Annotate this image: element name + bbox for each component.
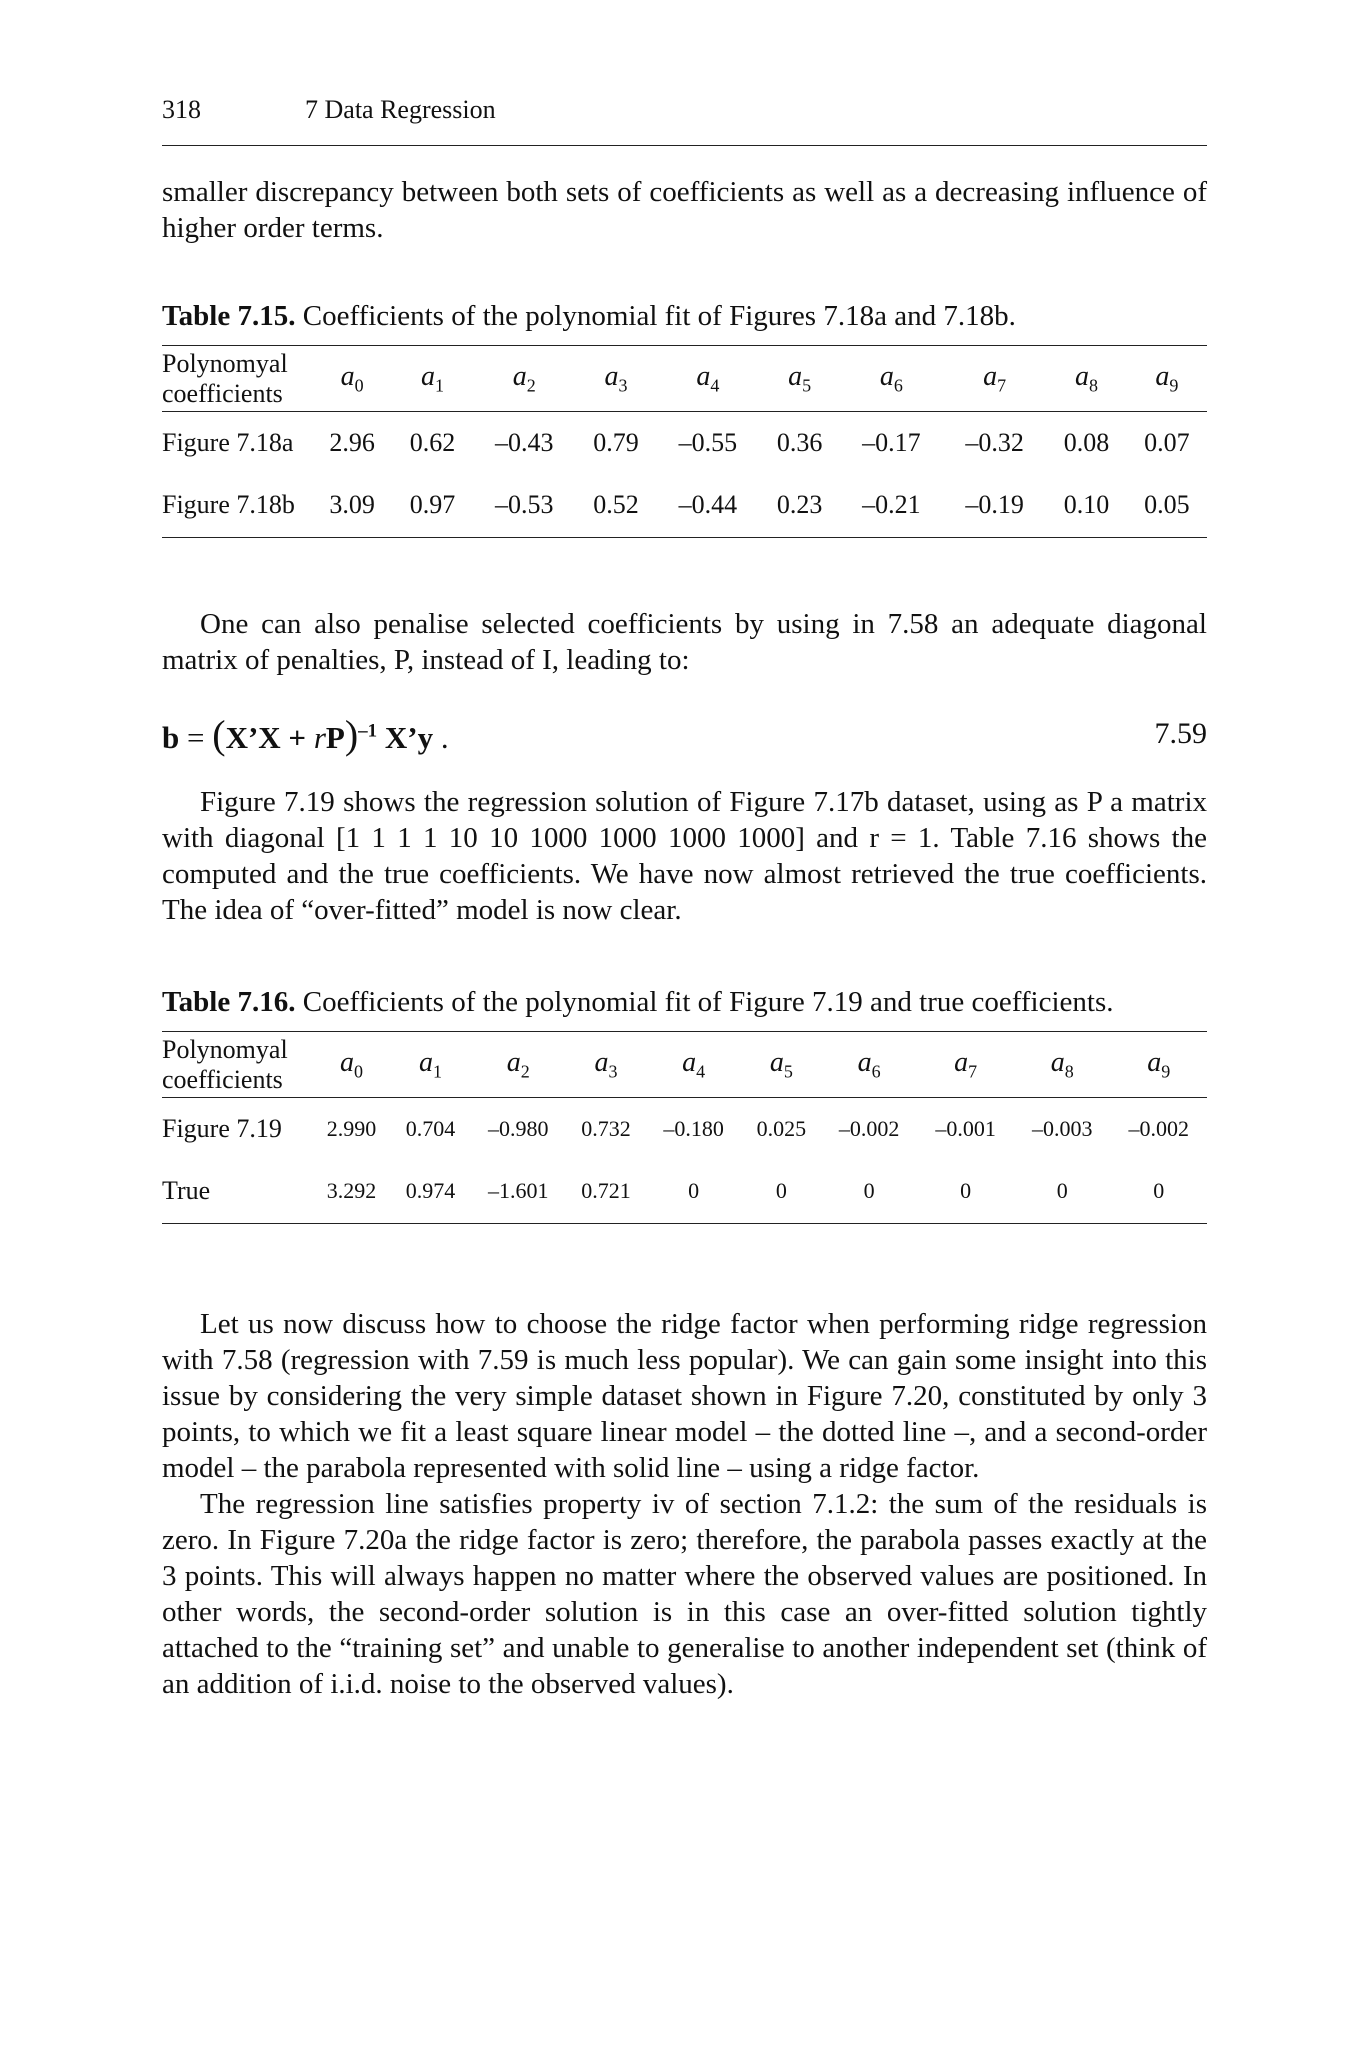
eq-equals: = (187, 719, 205, 755)
cell: 0 (1056, 1178, 1068, 1204)
eq-close-paren: ) (344, 711, 359, 757)
cell: –0.980 (487, 1115, 549, 1141)
cell: –0.53 (495, 490, 554, 520)
para-penalise: One can also penalise selected coefficients by using in 7.58 an adequate diagonal matrix of penalties, P, instead of I, leading to: (162, 608, 1207, 676)
cell: 0 (960, 1178, 972, 1204)
table2-coef-a3: $a_3$ (594, 1046, 618, 1082)
table2-coef-a0: $a_0$ (339, 1046, 363, 1082)
table2-caption (162, 986, 1207, 1019)
cell: 2.990 (326, 1115, 377, 1141)
equation-7-59 (162, 706, 1207, 762)
cell: –0.17 (862, 427, 921, 457)
table-row (162, 1098, 1207, 1160)
table2-coef-a5: $a_5$ (769, 1046, 793, 1082)
table2-coef-a9: $a_9$ (1147, 1046, 1171, 1082)
cell: 2.96 (329, 427, 375, 457)
cell: 0.025 (756, 1115, 807, 1141)
table-row (162, 412, 1207, 474)
table2-header-label-line2: coefficients (162, 1064, 283, 1094)
cell: 0.704 (405, 1115, 456, 1141)
equation-body (162, 711, 449, 758)
table1-header-row (162, 346, 1207, 412)
page (162, 95, 1207, 1702)
cell: –0.32 (965, 427, 1024, 457)
table2-header-label-line1: Polynomyal (162, 1034, 288, 1064)
cell: 0.97 (409, 490, 456, 520)
para-fig719: Figure 7.19 shows the regression solution of Figure 7.17b dataset, using as P a matrix with diagonal [1 1 1 1 10 10 1000 1000 1000 1000] and r = 1. Table 7.16 shows the computed and the true coefficients. We have now almost retrieved the true coefficients. The idea of “over-fitted” model is now clear. (162, 786, 1207, 926)
table2-caption-label: Table 7.16. (162, 986, 296, 1018)
table1-coef-a9: $a_9$ (1155, 360, 1179, 396)
table-7-15 (162, 345, 1207, 538)
cell: 0.79 (593, 427, 639, 457)
table1-header-label (162, 346, 312, 412)
table1-coef-a2: $a_2$ (512, 360, 536, 396)
equation-number: 7.59 (1154, 717, 1207, 750)
table2-coef-a2: $a_2$ (506, 1046, 530, 1082)
eq-rhs: X’y (384, 719, 434, 755)
para-ridge: Let us now discuss how to choose the ridge factor when performing ridge regression with 7.58 (regression with 7.59 is much less popular). We can gain some insight into this issue by considering the very simple dataset shown in Figure 7.20, constituted by only 3 points, to which we fit a least square linear model – the dotted line –, and a second-order model – the parabola represented with solid line – using a ridge factor. (162, 1308, 1207, 1484)
table1-coef-a6: $a_6$ (879, 360, 903, 396)
row-label: Figure 7.18b (162, 490, 295, 520)
cell: –0.003 (1031, 1115, 1093, 1141)
table1-caption-label: Table 7.15. (162, 300, 296, 332)
table2-coef-a1: $a_1$ (418, 1046, 442, 1082)
cell: 0.05 (1144, 490, 1190, 520)
cell: –0.44 (678, 490, 738, 520)
table-7-16 (162, 1031, 1207, 1224)
table2-caption-text: Coefficients of the polynomial fit of Figure 7.19 and true coefficients. (295, 986, 1114, 1018)
eq-inner: X’X + (225, 719, 314, 755)
running-header (162, 95, 1207, 133)
eq-r: r (313, 719, 326, 755)
cell: 0.52 (593, 490, 639, 520)
table1-coef-a4: $a_4$ (696, 360, 720, 396)
table1-caption-text: Coefficients of the polynomial fit of Figures 7.18a and 7.18b. (295, 300, 1016, 332)
row-label: Figure 7.19 (162, 1113, 282, 1143)
eq-period: . (433, 719, 449, 755)
table2-header-label (162, 1032, 312, 1098)
table2-header-row (162, 1032, 1207, 1098)
table1-header-label-line1: Polynomyal (162, 348, 288, 378)
cell: 0.36 (776, 427, 823, 457)
table1-header-label-line2: coefficients (162, 378, 283, 408)
para-regression-line: The regression line satisfies property iv of section 7.1.2: the sum of the residuals is zero. In Figure 7.20a the ridge factor is zero; therefore, the parabola passes exactly at the 3 points. This will always happen no matter where the observed values are positioned. In other words, the second-order solution is in this case an over-fitted solution tightly attached to the “training set” and unable to generalise to another independent set (think of an addition of i.i.d. noise to the observed values). (162, 1488, 1207, 1700)
cell: –0.43 (495, 427, 554, 457)
cell: 0 (775, 1178, 787, 1204)
table-row (162, 1160, 1207, 1224)
table2-coef-a7: $a_7$ (954, 1046, 978, 1082)
table1-coef-a1: $a_1$ (420, 360, 444, 396)
cell: –0.55 (678, 427, 738, 457)
cell: –0.002 (838, 1115, 900, 1141)
eq-exponent: –1 (358, 720, 378, 742)
page-number: 318 (162, 95, 201, 124)
cell: –0.21 (862, 490, 921, 520)
table1-coef-a7: $a_7$ (983, 360, 1007, 396)
header-rule (162, 145, 1207, 146)
cell: –0.001 (935, 1115, 996, 1141)
table2-coef-a8: $a_8$ (1050, 1046, 1074, 1082)
row-label: True (162, 1176, 211, 1206)
cell: –0.002 (1128, 1115, 1189, 1141)
cell: 0 (688, 1178, 700, 1204)
eq-lhs: b (162, 719, 180, 755)
table1-coef-a3: $a_3$ (604, 360, 628, 396)
row-label: Figure 7.18a (162, 427, 294, 457)
table1-caption (162, 300, 1207, 333)
cell: 0.08 (1063, 427, 1110, 457)
chapter-title: 7 Data Regression (305, 95, 496, 124)
table1-coef-a8: $a_8$ (1074, 360, 1098, 396)
para-intro: smaller discrepancy between both sets of coefficients as well as a decreasing influence of higher order terms. (162, 176, 1207, 244)
cell: 0.07 (1144, 427, 1190, 457)
cell: 0.974 (405, 1178, 456, 1204)
cell: 3.292 (326, 1178, 377, 1204)
cell: 0.732 (581, 1115, 631, 1141)
cell: –0.19 (965, 490, 1024, 520)
cell: 0 (863, 1178, 875, 1204)
table1-coef-a0: $a_0$ (340, 360, 364, 396)
eq-open-paren: ( (212, 711, 226, 757)
cell: 0.23 (776, 490, 823, 520)
table-row (162, 474, 1207, 538)
cell: 0.721 (581, 1178, 631, 1204)
cell: 0.62 (409, 427, 456, 457)
eq-p: P (325, 719, 345, 755)
cell: 3.09 (329, 490, 375, 520)
cell: 0 (1153, 1178, 1165, 1204)
cell: –1.601 (487, 1178, 549, 1204)
table2-coef-a6: $a_6$ (857, 1046, 881, 1082)
table2-coef-a4: $a_4$ (682, 1046, 706, 1082)
cell: –0.180 (663, 1115, 724, 1141)
table1-coef-a5: $a_5$ (788, 360, 812, 396)
cell: 0.10 (1063, 490, 1110, 520)
